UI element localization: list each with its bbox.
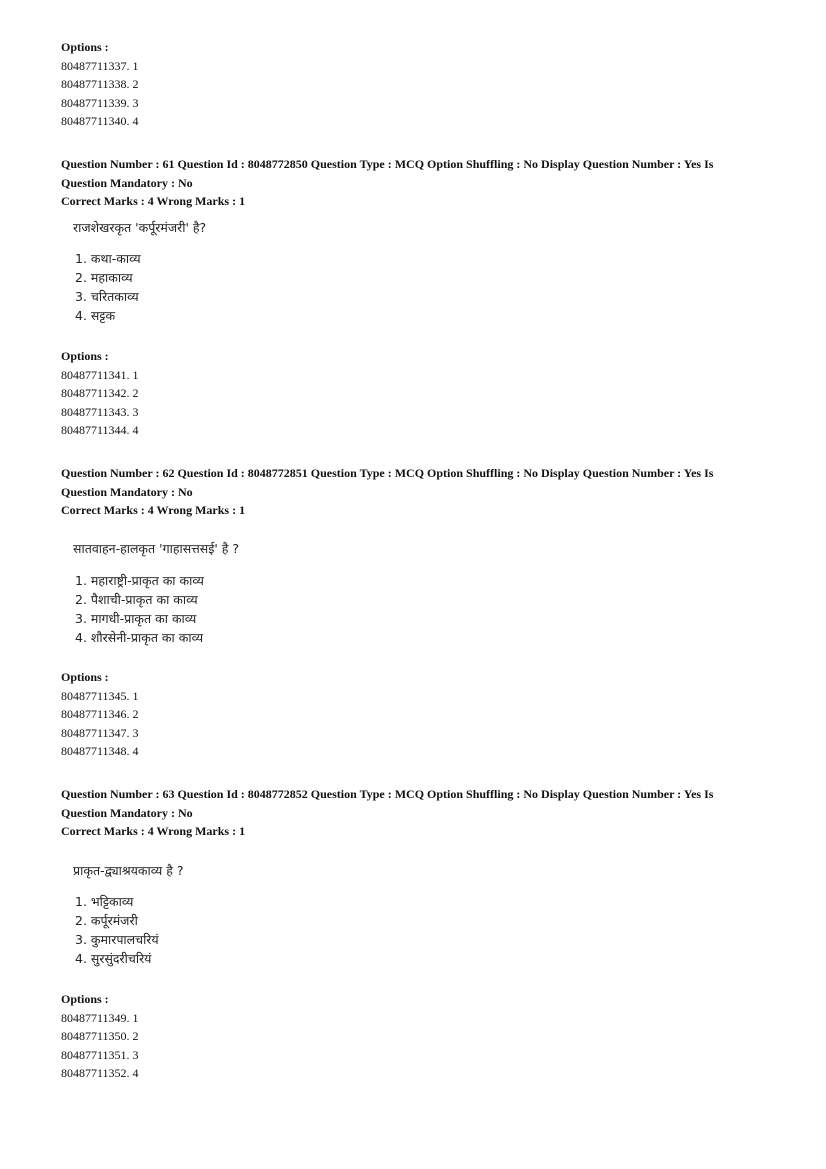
option-id: 80487711343. 3 (61, 404, 139, 419)
answer-choice: 4. शौरसेनी-प्राकृत का काव्य (75, 630, 204, 645)
answer-choice: 4. सट्टक (75, 308, 116, 323)
answer-choice: 1. कथा-काव्य (75, 251, 141, 266)
question-61-choices (75, 249, 141, 325)
option-id: 80487711337. 1 (61, 58, 139, 73)
question-63-header (61, 785, 761, 841)
option-id: 80487711345. 1 (61, 688, 139, 703)
question-63-choices (75, 892, 159, 968)
options-heading: Options : (61, 40, 109, 54)
option-id: 80487711350. 2 (61, 1029, 139, 1043)
question-marks: Correct Marks : 4 Wrong Marks : 1 (61, 194, 246, 208)
answer-choice: 3. मागधी-प्राकृत का काव्य (75, 611, 197, 626)
question-mandatory: Question Mandatory : No (61, 484, 193, 499)
answer-choice: 2. पैशाची-प्राकृत का काव्य (75, 592, 198, 607)
question-marks: Correct Marks : 4 Wrong Marks : 1 (61, 824, 246, 838)
answer-choice: 4. सुरसुंदरीचरियं (75, 951, 152, 966)
question-61-text: राजशेखरकृत 'कर्पूरमंजरी' है? (73, 220, 207, 235)
answer-choice: 1. महाराष्ट्री-प्राकृत का काव्य (75, 573, 204, 588)
option-id: 80487711341. 1 (61, 367, 139, 382)
question-mandatory: Question Mandatory : No (61, 175, 193, 190)
option-id: 80487711348. 4 (61, 744, 139, 758)
option-id: 80487711346. 2 (61, 707, 139, 721)
prev-options-block (61, 38, 761, 131)
option-id: 80487711349. 1 (61, 1010, 139, 1025)
question-meta-line: Question Number : 61 Question Id : 8048772850 Question Type : MCQ Option Shuffling : No Display Question Number : Yes Is (61, 157, 714, 171)
question-meta-line: Question Number : 62 Question Id : 8048772851 Question Type : MCQ Option Shuffling : No Display Question Number : Yes Is (61, 466, 714, 480)
options-heading: Options : (61, 349, 109, 363)
answer-choice: 3. चरितकाव्य (75, 289, 139, 304)
question-63-text: प्राकृत-द्व्याश्रयकाव्य है ? (73, 863, 184, 878)
question-62-text: सातवाहन-हालकृत 'गाहासत्तसई' है ? (73, 541, 240, 556)
question-62-header (61, 464, 761, 520)
question-62-options (61, 668, 761, 761)
question-63-options (61, 990, 761, 1083)
option-id: 80487711344. 4 (61, 423, 139, 437)
option-id: 80487711351. 3 (61, 1047, 139, 1062)
option-id: 80487711338. 2 (61, 77, 139, 91)
question-meta-line: Question Number : 63 Question Id : 8048772852 Question Type : MCQ Option Shuffling : No Display Question Number : Yes Is (61, 787, 714, 801)
option-id: 80487711347. 3 (61, 725, 139, 740)
option-id: 80487711352. 4 (61, 1066, 139, 1080)
question-62-choices (75, 571, 204, 647)
option-id: 80487711339. 3 (61, 95, 139, 110)
answer-choice: 2. महाकाव्य (75, 270, 133, 285)
question-61-options (61, 347, 761, 440)
question-61-header (61, 155, 761, 211)
options-heading: Options : (61, 670, 109, 684)
option-id: 80487711340. 4 (61, 114, 139, 128)
question-mandatory: Question Mandatory : No (61, 805, 193, 820)
answer-choice: 1. भट्टिकाव्य (75, 894, 134, 909)
answer-choice: 2. कर्पूरमंजरी (75, 913, 138, 928)
option-id: 80487711342. 2 (61, 386, 139, 400)
answer-choice: 3. कुमारपालचरियं (75, 932, 159, 947)
options-heading: Options : (61, 992, 109, 1006)
question-marks: Correct Marks : 4 Wrong Marks : 1 (61, 503, 246, 517)
